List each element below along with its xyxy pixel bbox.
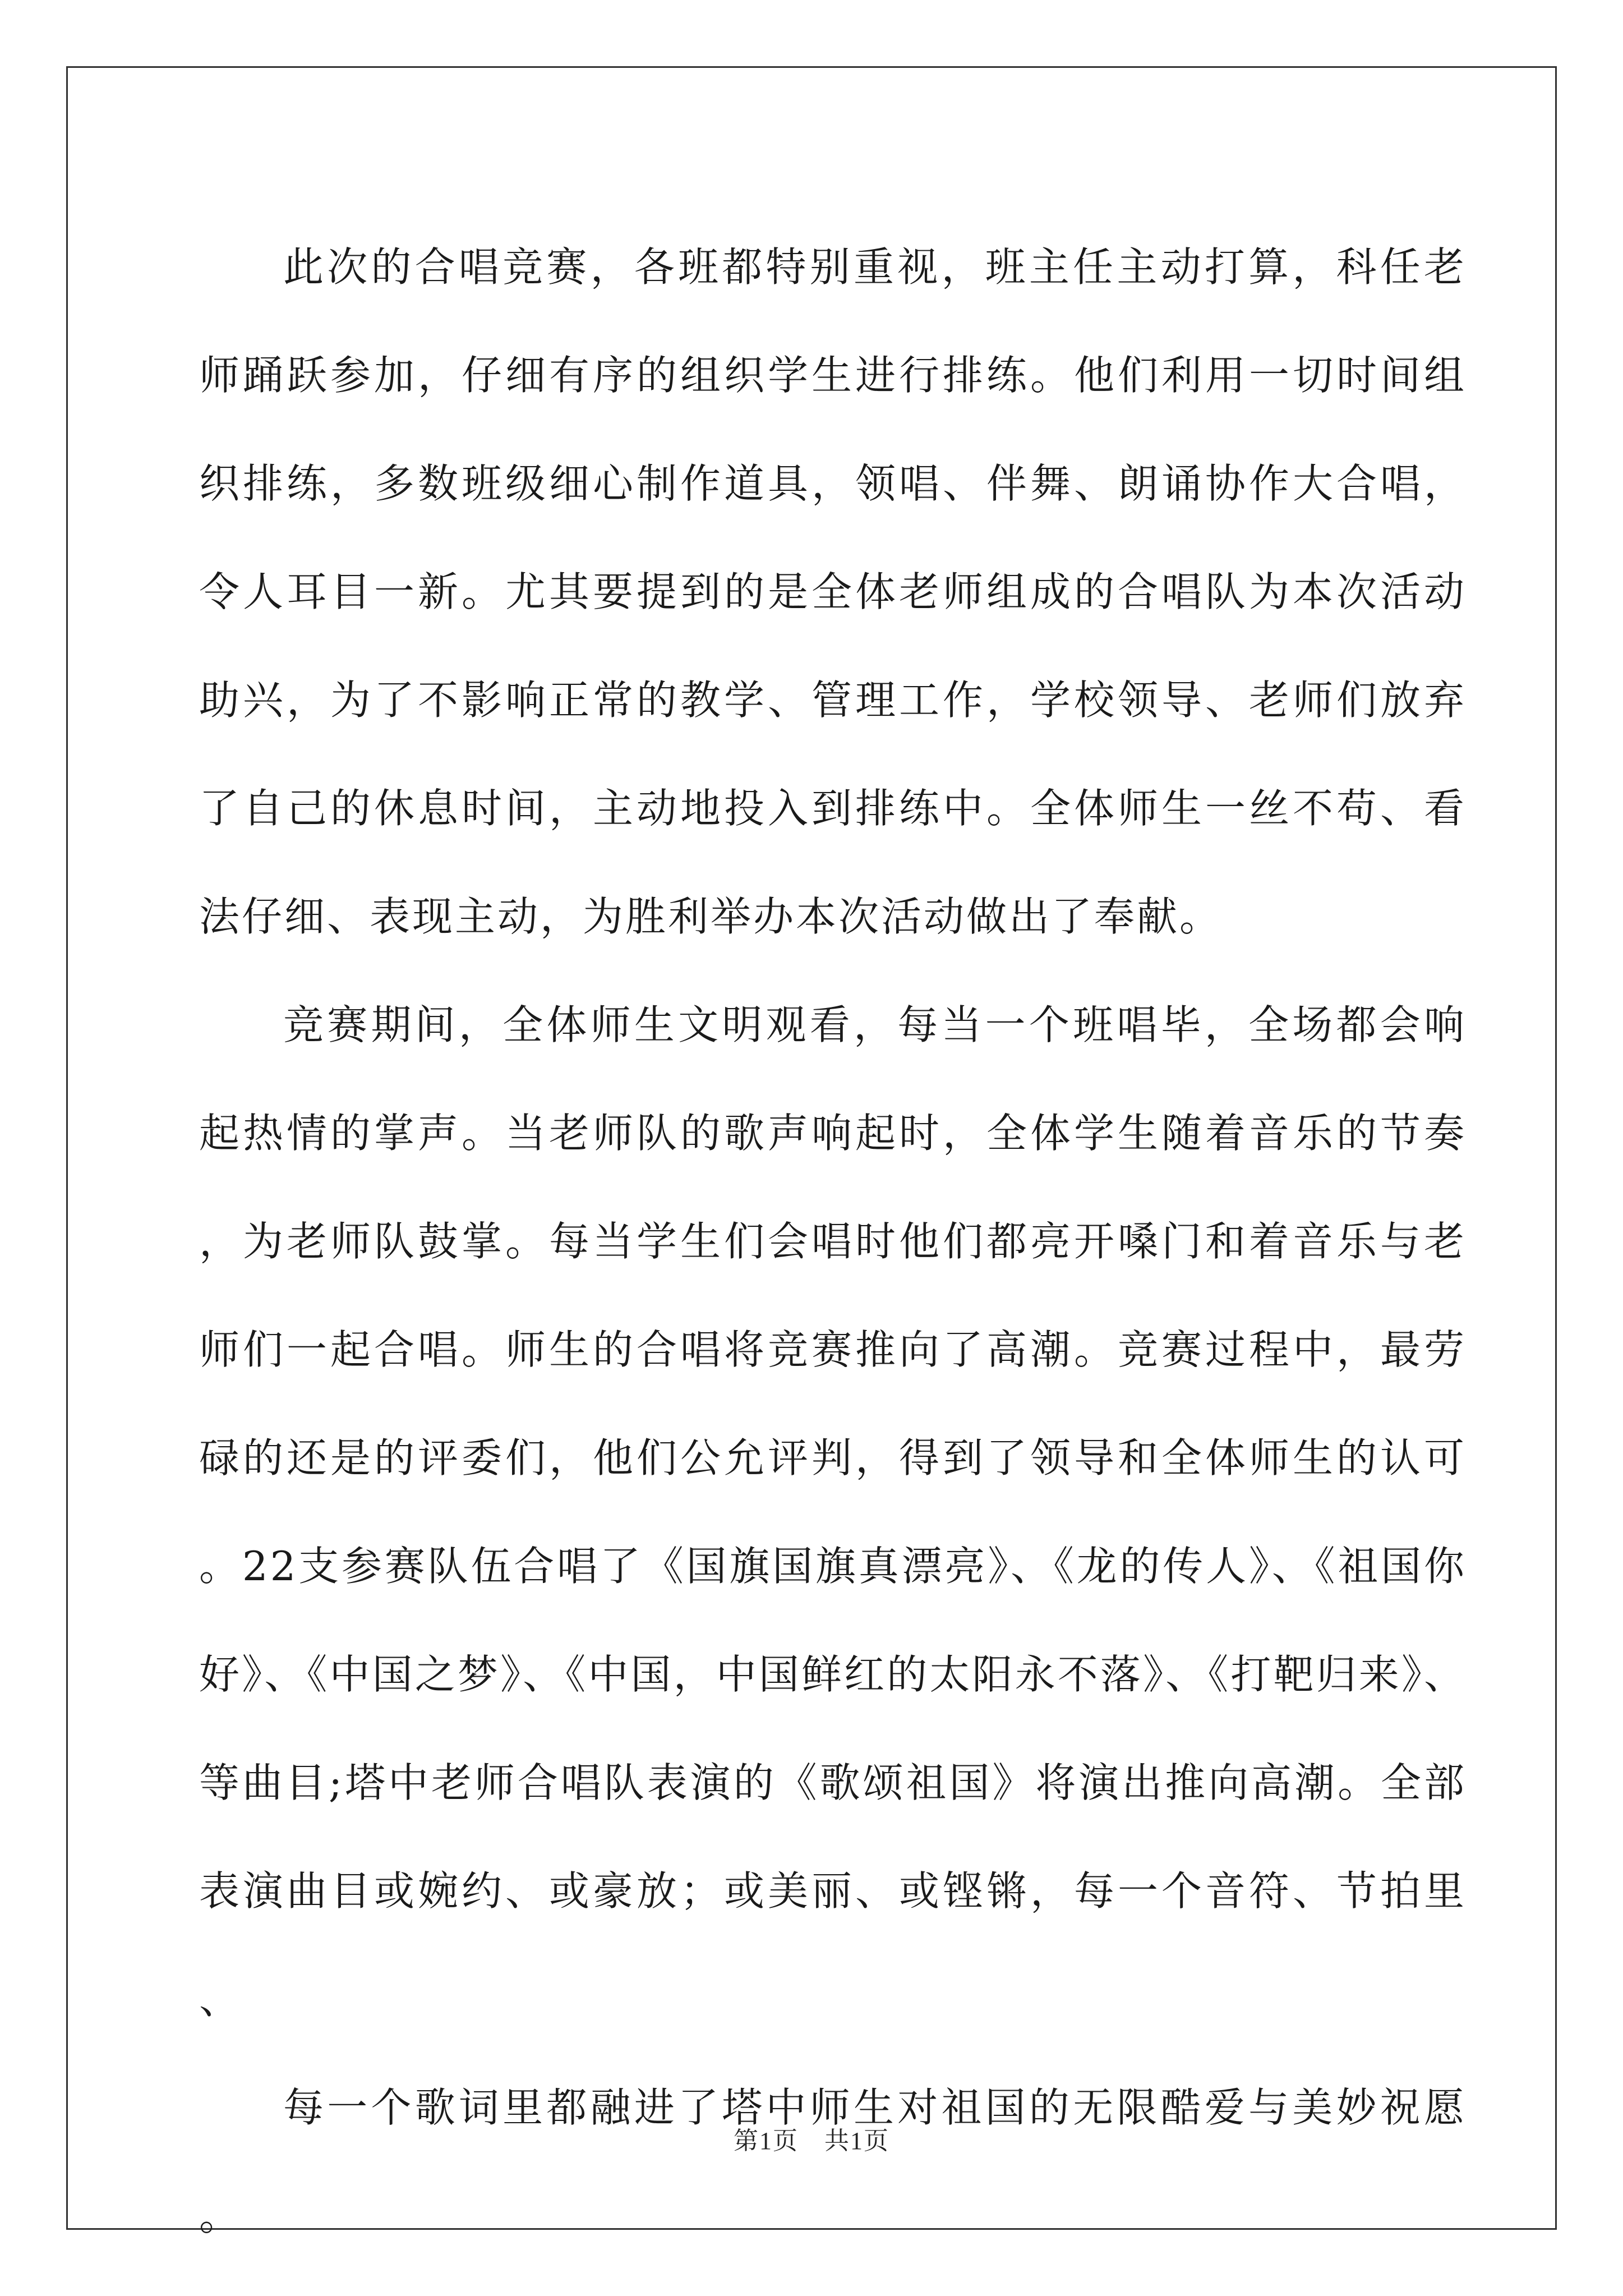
paragraph-3: 每一个歌词里都融进了塔中师生对祖国的无限酷爱与美妙祝愿。 xyxy=(199,2084,1467,2239)
paragraph-1: 此次的合唱竞赛，各班都特别重视，班主任主动打算，科任老师踊跃参加，仔细有序的组织学生进行排练。他们利用一切时间组织排练，多数班级细心制作道具，领唱、伴舞、朗诵协作大合唱，令人耳目一新。尤其要提到的是全体老师组成的合唱队为本次活动助兴，为了不影响正常的教学、管理工作，学校领导、老师们放弃了自己的休息时间，主动地投入到排练中。全体师生一丝不苟、看法仔细、表现主动，为胜利举办本次活动做出了奉献。 xyxy=(199,243,1467,940)
page-footer: 第1页 共1页 xyxy=(734,2127,889,2155)
paragraph-2: 竞赛期间，全体师生文明观看，每当一个班唱毕，全场都会响起热情的掌声。当老师队的歌声响起时，全体学生随着音乐的节奏，为老师队鼓掌。每当学生们会唱时他们都亮开嗓门和着音乐与老师们一起合唱。师生的合唱将竞赛推向了高潮。竞赛过程中，最劳碌的还是的评委们，他们公允评判，得到了领导和全体师生的认可。22支参赛队伍合唱了《国旗国旗真漂亮》、《龙的传人》、《祖国你好》、《中国之梦》、《中国，中国鲜红的太阳永不落》、《打靶归来》、等曲目;塔中老师合唱队表演的《歌颂祖国》将演出推向高潮。全部表演曲目或婉约、或豪放；或美丽、或铿锵，每一个音符、节拍里、 xyxy=(199,1001,1467,2023)
document-body xyxy=(199,213,1467,2270)
